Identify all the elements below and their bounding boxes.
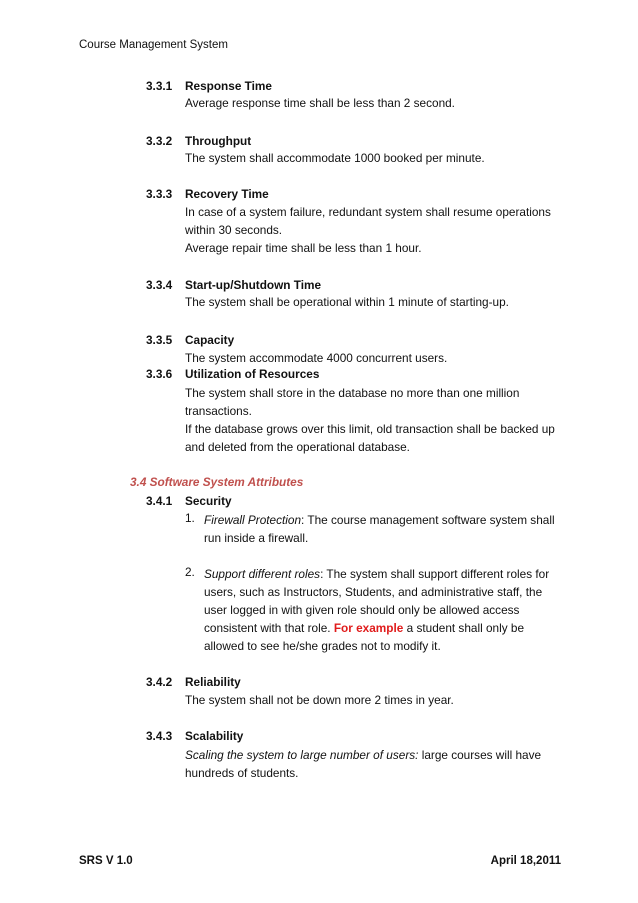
list-item-rest: consistent with that role. xyxy=(204,621,331,635)
section-text: The system shall store in the database no more than one million xyxy=(185,386,520,400)
section-title: Scalability xyxy=(185,729,244,743)
section-number: 3.4.1 xyxy=(146,494,173,508)
list-item-rest: : The system shall support different roles for xyxy=(320,567,550,581)
section-number: 3.3.1 xyxy=(146,79,173,93)
section-text: The system shall be operational within 1 minute of starting-up. xyxy=(185,295,509,309)
section-text-lead: Scaling the system to large number of users: xyxy=(185,748,419,762)
footer-date: April 18,2011 xyxy=(490,855,561,867)
list-item-text xyxy=(204,619,564,637)
section-number: 3.4.3 xyxy=(146,729,173,743)
list-item-rest: : The course management software system shall xyxy=(301,513,555,527)
section-number: 3.3.4 xyxy=(146,278,173,292)
section-number: 3.3.2 xyxy=(146,134,173,148)
section-title: Throughput xyxy=(185,134,252,148)
section-title: Reliability xyxy=(185,675,241,689)
section-text: In case of a system failure, redundant system shall resume operations xyxy=(185,205,551,219)
section-number: 3.3.5 xyxy=(146,333,173,347)
highlight-text: For example xyxy=(333,621,404,635)
list-item-rest: a student shall only be xyxy=(403,621,525,635)
list-item-text xyxy=(204,565,564,583)
section-title: Recovery Time xyxy=(185,187,269,201)
section-title: Capacity xyxy=(185,333,235,347)
section-text: If the database grows over this limit, old transaction shall be backed up xyxy=(185,422,555,436)
section-text-rest: large courses will have xyxy=(418,748,542,762)
section-text xyxy=(185,746,575,764)
section-text: Average response time shall be less than 2 second. xyxy=(185,96,455,110)
section-heading: 3.4 Software System Attributes xyxy=(130,475,304,489)
section-text: and deleted from the operational database. xyxy=(185,440,410,454)
list-item-lead: Firewall Protection xyxy=(204,513,302,527)
list-item-lead: Support different roles xyxy=(204,567,321,581)
footer-version: SRS V 1.0 xyxy=(79,855,133,867)
section-title: Utilization of Resources xyxy=(185,367,320,381)
section-title: Response Time xyxy=(185,79,272,93)
section-text: Average repair time shall be less than 1 hour. xyxy=(185,241,422,255)
section-number: 3.3.6 xyxy=(146,367,173,381)
section-title: Security xyxy=(185,494,232,508)
list-item-number: 1. xyxy=(185,511,195,525)
page-header: Course Management System xyxy=(79,39,228,51)
section-text: within 30 seconds. xyxy=(185,223,283,237)
section-text: The system accommodate 4000 concurrent users. xyxy=(185,351,448,365)
list-item-text: user logged in with given role should only be allowed access xyxy=(204,603,520,617)
section-text: transactions. xyxy=(185,404,252,418)
list-item-text xyxy=(204,511,564,529)
section-text: hundreds of students. xyxy=(185,766,299,780)
list-item-text: users, such as Instructors, Students, and administrative staff, the xyxy=(204,585,543,599)
section-number: 3.3.3 xyxy=(146,187,173,201)
list-item-number: 2. xyxy=(185,565,195,579)
section-title: Start-up/Shutdown Time xyxy=(185,278,322,292)
list-item-text: allowed to see he/she grades not to modify it. xyxy=(204,639,441,653)
section-text: The system shall not be down more 2 times in year. xyxy=(185,693,454,707)
section-number: 3.4.2 xyxy=(146,675,173,689)
list-item-text: run inside a firewall. xyxy=(204,531,309,545)
section-text: The system shall accommodate 1000 booked per minute. xyxy=(185,151,485,165)
